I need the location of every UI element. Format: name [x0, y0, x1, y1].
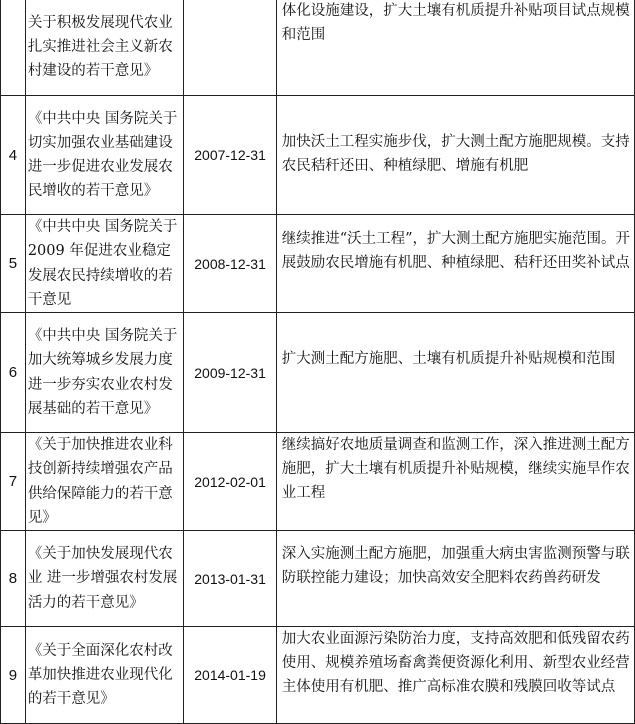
table-row — [1, 313, 635, 433]
issue-date: 2014-01-19 — [184, 627, 276, 724]
document-title: 《中共中央 国务院关于加大统筹城乡发展力度进一步夯实农业农村发展基础的若干意见》 — [25, 313, 184, 433]
table-row — [1, 433, 635, 531]
table-row — [1, 531, 635, 627]
table-row — [1, 0, 635, 96]
issue-date: 2013-01-31 — [184, 531, 276, 627]
issue-date: 2009-12-31 — [184, 313, 276, 433]
issue-date — [184, 0, 276, 96]
row-number: 9 — [1, 627, 26, 724]
issue-date: 2007-12-31 — [184, 96, 276, 215]
table-row — [1, 627, 635, 724]
row-number: 8 — [1, 531, 26, 627]
row-number: 4 — [1, 96, 26, 215]
policy-content: 体化设施建设，扩大土壤有机质提升补贴项目试点规模和范围 — [276, 0, 634, 96]
row-number: 7 — [1, 433, 26, 531]
policy-content: 继续推进“沃土工程”，扩大测土配方施肥实施范围。开展鼓励农民增施有机肥、种植绿肥、秸秆还田奖补试点 — [276, 215, 634, 313]
row-number — [1, 0, 26, 96]
policy-content: 加快沃土工程实施步伐，扩大测土配方施肥规模。支持农民秸秆还田、种植绿肥、增施有机肥 — [276, 96, 634, 215]
policy-content: 扩大测土配方施肥、土壤有机质提升补贴规模和范围 — [276, 313, 634, 433]
document-title: 《关于加快推进农业科技创新持续增强农产品供给保障能力的若干意见》 — [25, 433, 184, 531]
document-title: 《中共中央 国务院关于切实加强农业基础建设进一步促进农业发展农民增收的若干意见》 — [25, 96, 184, 215]
policy-content: 继续搞好农地质量调查和监测工作，深入推进测土配方施肥，扩大土壤有机质提升补贴规模，继续实施旱作农业工程 — [276, 433, 634, 531]
table-row — [1, 215, 635, 313]
document-title: 《关于全面深化农村改革加快推进农业现代化的若干意见》 — [25, 627, 184, 724]
issue-date: 2012-02-01 — [184, 433, 276, 531]
policy-content: 深入实施测土配方施肥，加强重大病虫害监测预警与联防联控能力建设；加快高效安全肥料农药兽药研发 — [276, 531, 634, 627]
table-row — [1, 96, 635, 215]
document-title: 关于积极发展现代农业扎实推进社会主义新农村建设的若干意见》 — [25, 0, 184, 96]
document-title: 《中共中央 国务院关于 2009 年促进农业稳定发展农民持续增收的若干意见 — [25, 215, 184, 313]
row-number: 6 — [1, 313, 26, 433]
row-number: 5 — [1, 215, 26, 313]
document-title: 《关于加快发展现代农业 进一步增强农村发展活力的若干意见》 — [25, 531, 184, 627]
policy-content: 加大农业面源污染防治力度，支持高效肥和低残留农药使用、规模养殖场畜禽粪便资源化利用、新型农业经营主体使用有机肥、推广高标准农膜和残膜回收等试点 — [276, 627, 634, 724]
issue-date: 2008-12-31 — [184, 215, 276, 313]
